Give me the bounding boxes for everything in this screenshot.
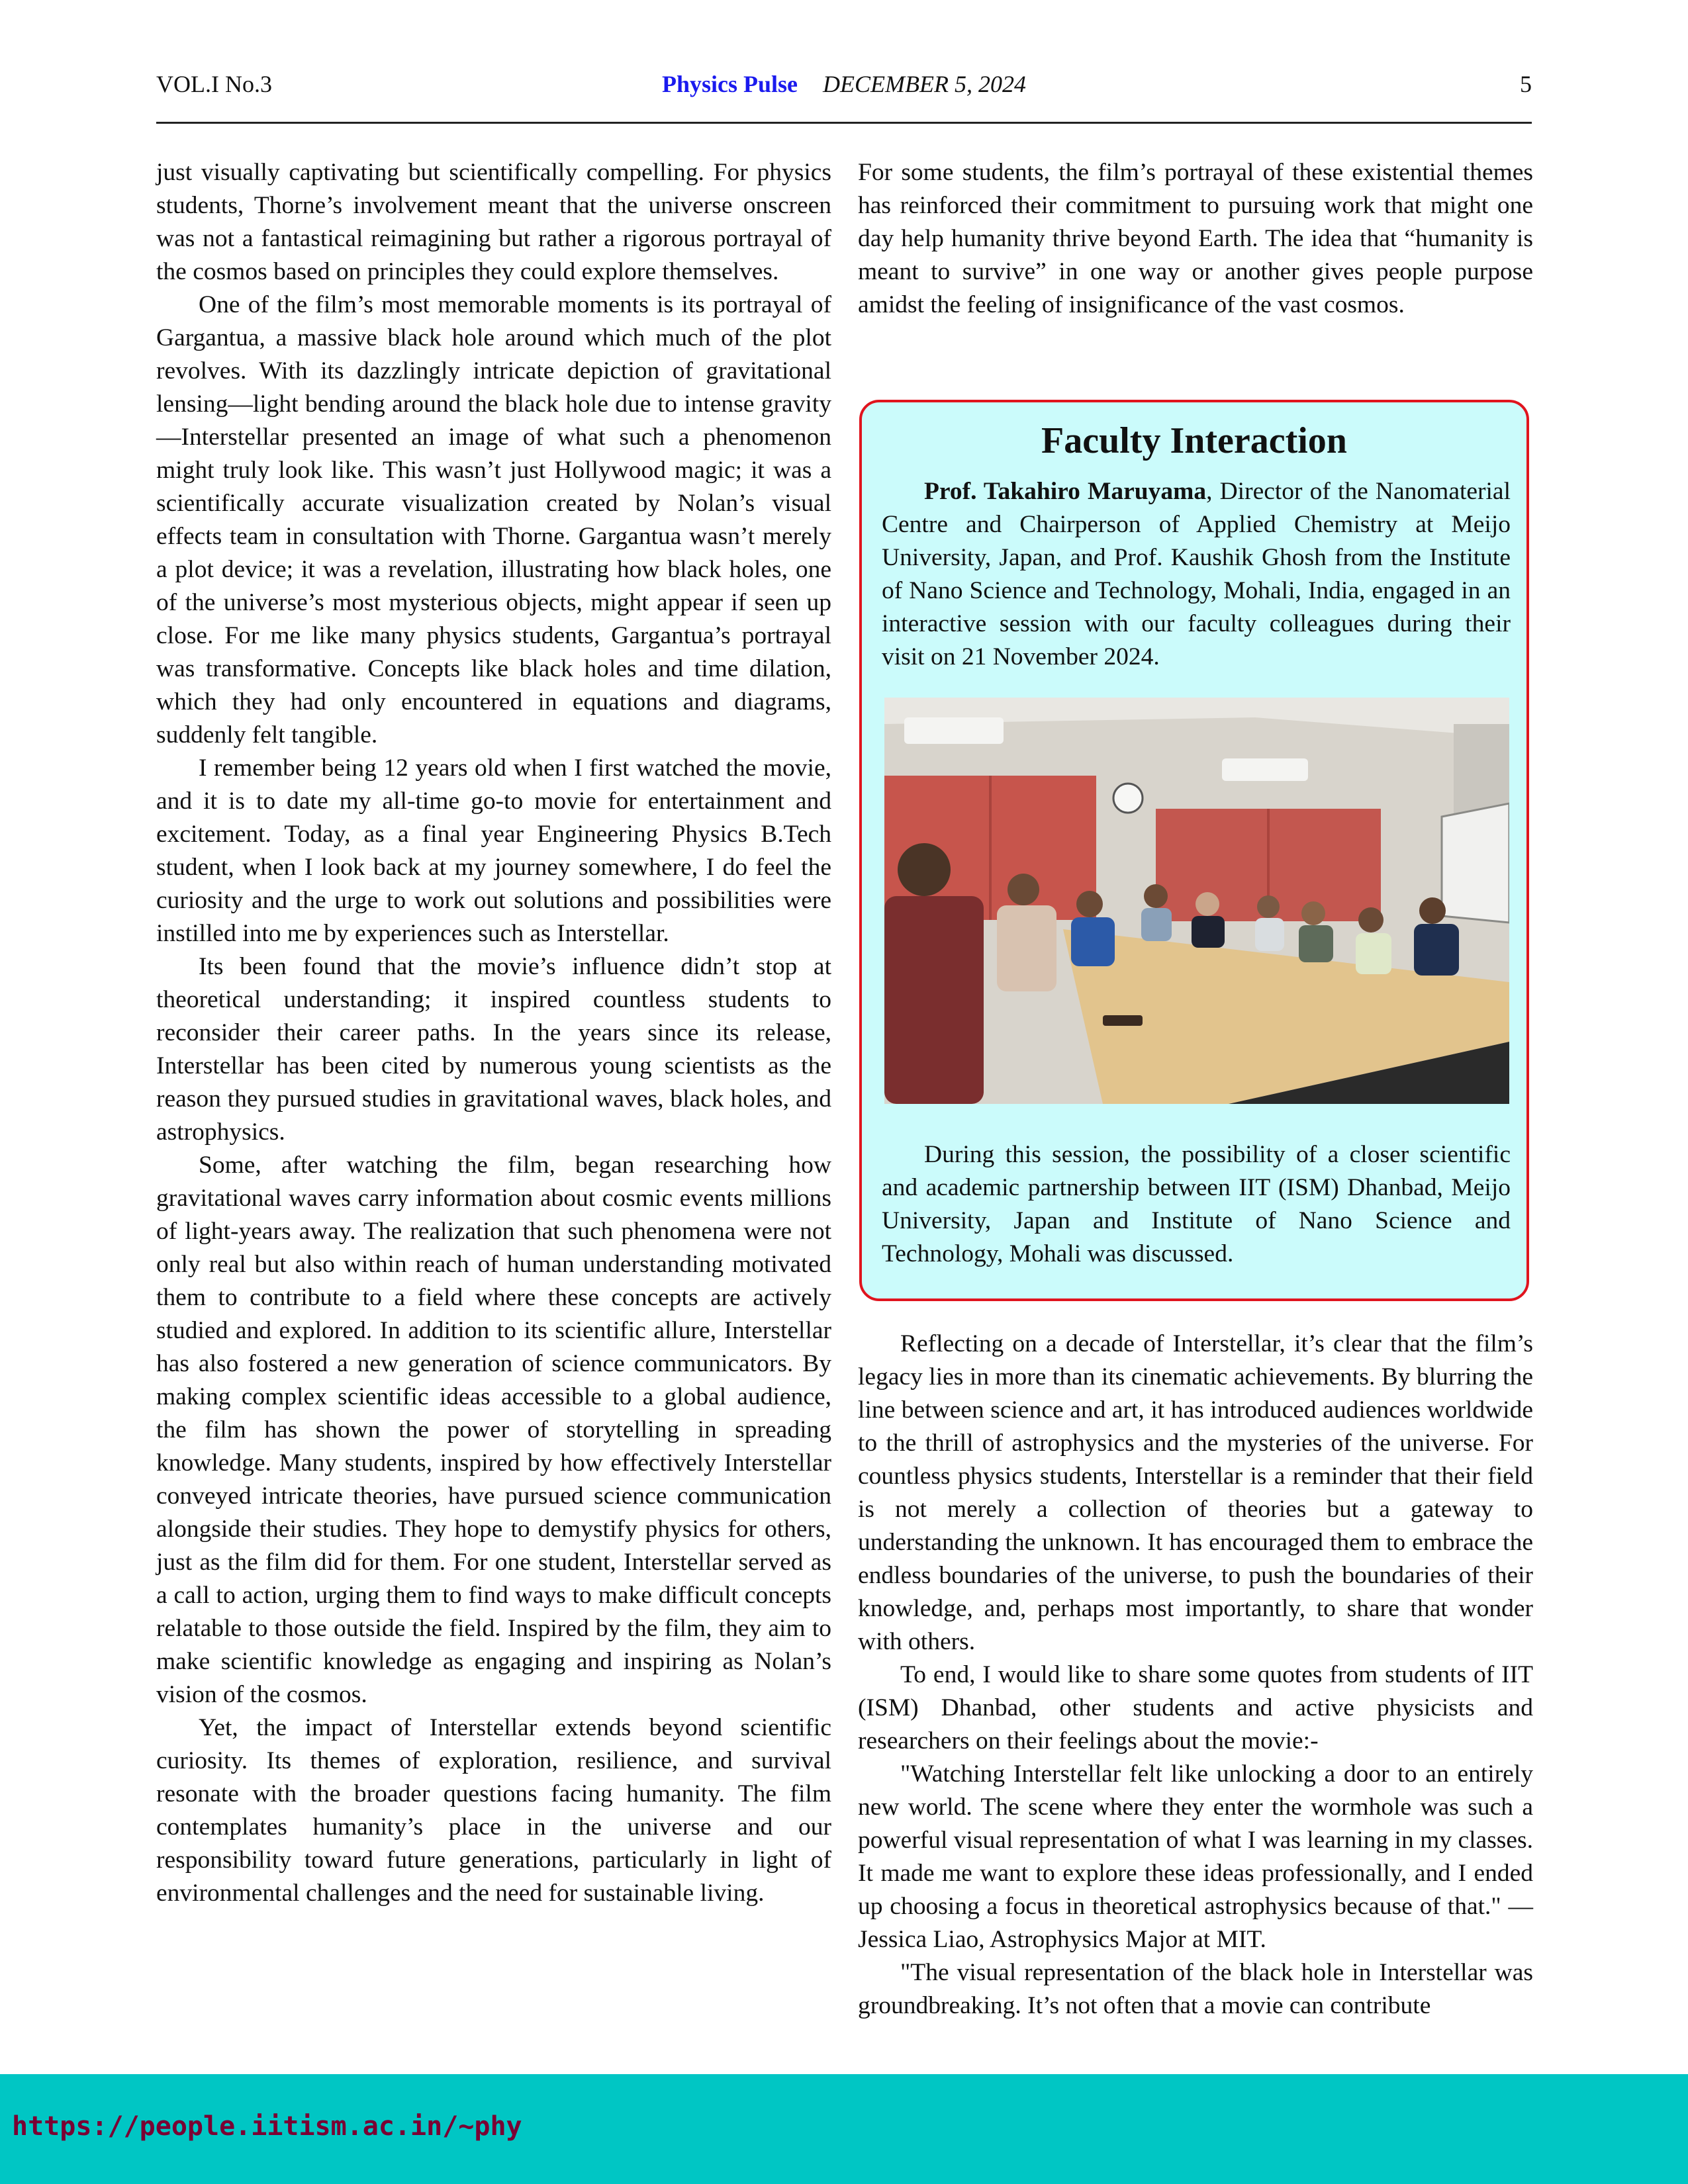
paragraph: Some, after watching the film, began researching how gravitational waves carry information about cosmic events millions of light-years away. The realization that such phenomena were not only real but also within reach of human understanding motivated them to contribute to a field where these concepts are actively studied and explored. In addition to its scientific allure, Interstellar has also fostered a new generation of science communicators. By making complex scientific ideas accessible to a global audience, the film has shown the power of storytelling in spreading knowledge. Many students, inspired by how effectively Interstellar conveyed intricate theories, have pursued science communication alongside their studies. They hope to demystify physics for others, just as the film did for them. For one student, Interstellar served as a call to action, urging them to find ways to make difficult concepts relatable to those outside the field. Inspired by the film, they aim to make scientific knowledge as engaging and inspiring as Nolan’s vision of the cosmos. <box>156 1152 831 1708</box>
quote-paragraph: "The visual representation of the black hole in Interstellar was groundbreaking. It’s not often that a movie can contribute <box>858 1959 1533 2019</box>
paragraph: One of the film’s most memorable moments is its portrayal of Gargantua, a massive black hole around which much of the plot revolves. With its dazzlingly intricate depiction of gravitational lensing—light bending around the black hole due to intense gravity—Interstellar presented an image of what such a phenomenon might truly look like. This wasn’t just Hollywood magic; it was a scientifically accurate visualization created by Nolan’s visual effects team in consultation with Thorne. Gargantua wasn’t merely a plot device; it was a revelation, illustrating how black holes, one of the universe’s most mysterious objects, might appear if seen up close. For me like many physics students, Gargantua’s portrayal was transformative. Concepts like black holes and time dilation, which they had only encountered in equations and diagrams, suddenly felt tangible. <box>156 291 831 749</box>
footer-wedge <box>424 2074 688 2102</box>
meeting-photo-illustration <box>884 698 1509 1104</box>
website-link[interactable]: https://people.iitism.ac.in/~phy <box>12 2111 522 2142</box>
journal-title: Physics Pulse <box>662 71 798 97</box>
page-number: 5 <box>1520 71 1532 97</box>
faculty-interaction-box <box>859 400 1529 1301</box>
issue-date: DECEMBER 5, 2024 <box>823 71 1026 97</box>
meeting-photo <box>884 698 1509 1104</box>
paragraph: I remember being 12 years old when I first watched the movie, and it is to date my all-time go-to movie for entertainment and excitement. Today, as a final year Engineering Physics B.Tech student, when I look back at my journey somewhere, I do feel the curiosity and the urge to work out solutions and possibilities were instilled into me by experiences such as Interstellar. <box>156 754 831 947</box>
masthead <box>156 66 1532 102</box>
box-title: Faculty Interaction <box>1041 420 1347 461</box>
paragraph: To end, I would like to share some quotes from students of IIT (ISM) Dhanbad, other students and active physicists and researchers on their feelings about the movie:- <box>858 1661 1533 1754</box>
paragraph: just visually captivating but scientifically compelling. For physics students, Thorne’s involvement meant that the universe onscreen was not a fantastical reimagining but rather a rigorous portrayal of the cosmos based on principles they could explore themselves. <box>156 159 831 285</box>
box-intro-paragraph <box>882 475 1511 674</box>
paragraph: For some students, the film’s portrayal of these existential themes has reinforced their commitment to pursuing work that might one day help humanity thrive beyond Earth. The idea that “humanity is meant to survive” in one way or another gives people purpose amidst the feeling of insignificance of the vast cosmos. <box>858 159 1533 318</box>
professor-name: Prof. Takahiro Maruyama <box>924 478 1207 505</box>
paragraph: Reflecting on a decade of Interstellar, it’s clear that the film’s legacy lies in more than its cinematic achievements. By blurring the line between science and art, it has introduced audiences worldwide to the thrill of astrophysics and the mysteries of the universe. For countless physics students, Interstellar is a reminder that their field is not merely a collection of theories but a gateway to understanding the unknown. It has encouraged them to embrace the endless boundaries of the universe, to push the boundaries of their knowledge, and, perhaps most importantly, to share that wonder with others. <box>858 1330 1533 1655</box>
page-header <box>156 66 1532 102</box>
volume-label: VOL.I No.3 <box>156 71 272 97</box>
right-column-top <box>858 156 1533 322</box>
left-column <box>156 156 831 2056</box>
box-intro-text: , Director of the Nanomaterial Centre and Chairperson of Applied Chemistry at Meijo University, Japan, and Prof. Kaushik Ghosh from the Institute of Nano Science and Technology, Mohali, India, engaged in an interactive session with our faculty colleagues during their visit on 21 November 2024. <box>882 478 1511 670</box>
quote-paragraph: "Watching Interstellar felt like unlocking a door to an entirely new world. The scene where they enter the wormhole was such a powerful visual representation of what I was learning in my classes. It made me want to explore these ideas professionally, and I ended up choosing a focus in theoretical astrophysics because of that." — Jessica Liao, Astrophysics Major at MIT. <box>858 1760 1533 1953</box>
paragraph: Yet, the impact of Interstellar extends beyond scientific curiosity. Its themes of exploration, resilience, and survival resonate with the broader questions facing humanity. The film contemplates humanity’s place in the universe and our responsibility toward future generations, particularly in light of environmental challenges and the need for sustainable living. <box>156 1714 831 1907</box>
right-column-bottom <box>858 1328 1533 2056</box>
header-divider <box>156 122 1532 124</box>
box-closing-paragraph: During this session, the possibility of a closer scientific and academic partnership between IIT (ISM) Dhanbad, Meijo University, Japan and Institute of Nano Science and Technology, Mohali was discussed. <box>882 1141 1511 1267</box>
paragraph: Its been found that the movie’s influence didn’t stop at theoretical understanding; it inspired countless students to reconsider their career paths. In the years since its release, Interstellar has been cited by numerous young scientists as the reason they pursued studies in gravitational waves, black holes, and astrophysics. <box>156 953 831 1146</box>
